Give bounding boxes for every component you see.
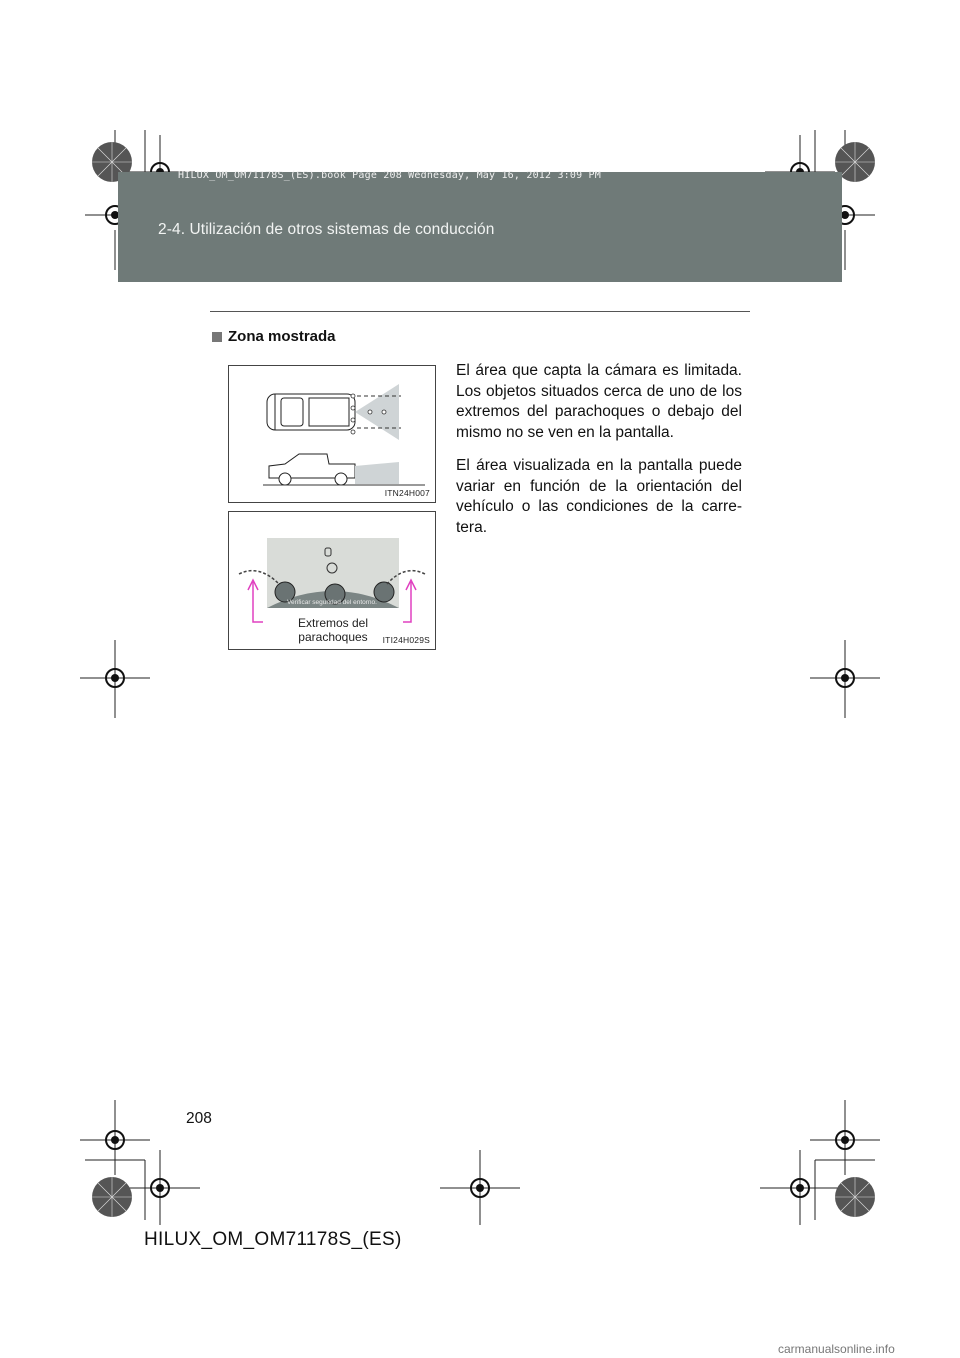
figure-1-code: ITN24H007 xyxy=(384,488,430,498)
screen-caption: Verificar seguridad del entorno. xyxy=(287,599,377,606)
section-divider xyxy=(210,311,750,312)
square-bullet-icon xyxy=(212,332,222,342)
paragraph-1: El área que capta la cámara es limitada. Los objetos situados cerca de uno de los extremos del parachoques o debajo del mismo no se ven en la pantalla. xyxy=(456,362,742,441)
truck-camera-diagram xyxy=(229,366,435,502)
camera-range-figure xyxy=(228,365,436,503)
site-watermark: carmanualsonline.info xyxy=(778,1342,895,1356)
subsection-heading xyxy=(212,328,336,345)
page-number: 208 xyxy=(186,1110,212,1127)
document-code: HILUX_OM_OM71178S_(ES) xyxy=(144,1229,402,1250)
paragraph-2: El área visualizada en la pantalla puede variar en función de la orientación del vehículo o las condiciones de la carre-tera. xyxy=(456,457,742,536)
section-title: 2-4. Utilización de otros sistemas de conducción xyxy=(158,221,495,238)
bumper-ends-label: Extremos del parachoques xyxy=(263,616,403,644)
book-meta: HILUX_OM_OM71178S_(ES).book Page 208 Wednesday, May 16, 2012 3:09 PM xyxy=(178,170,601,181)
figure-2-code: ITI24H029S xyxy=(382,635,430,645)
heading-text: Zona mostrada xyxy=(228,328,336,345)
bumper-ends-figure xyxy=(228,511,436,650)
